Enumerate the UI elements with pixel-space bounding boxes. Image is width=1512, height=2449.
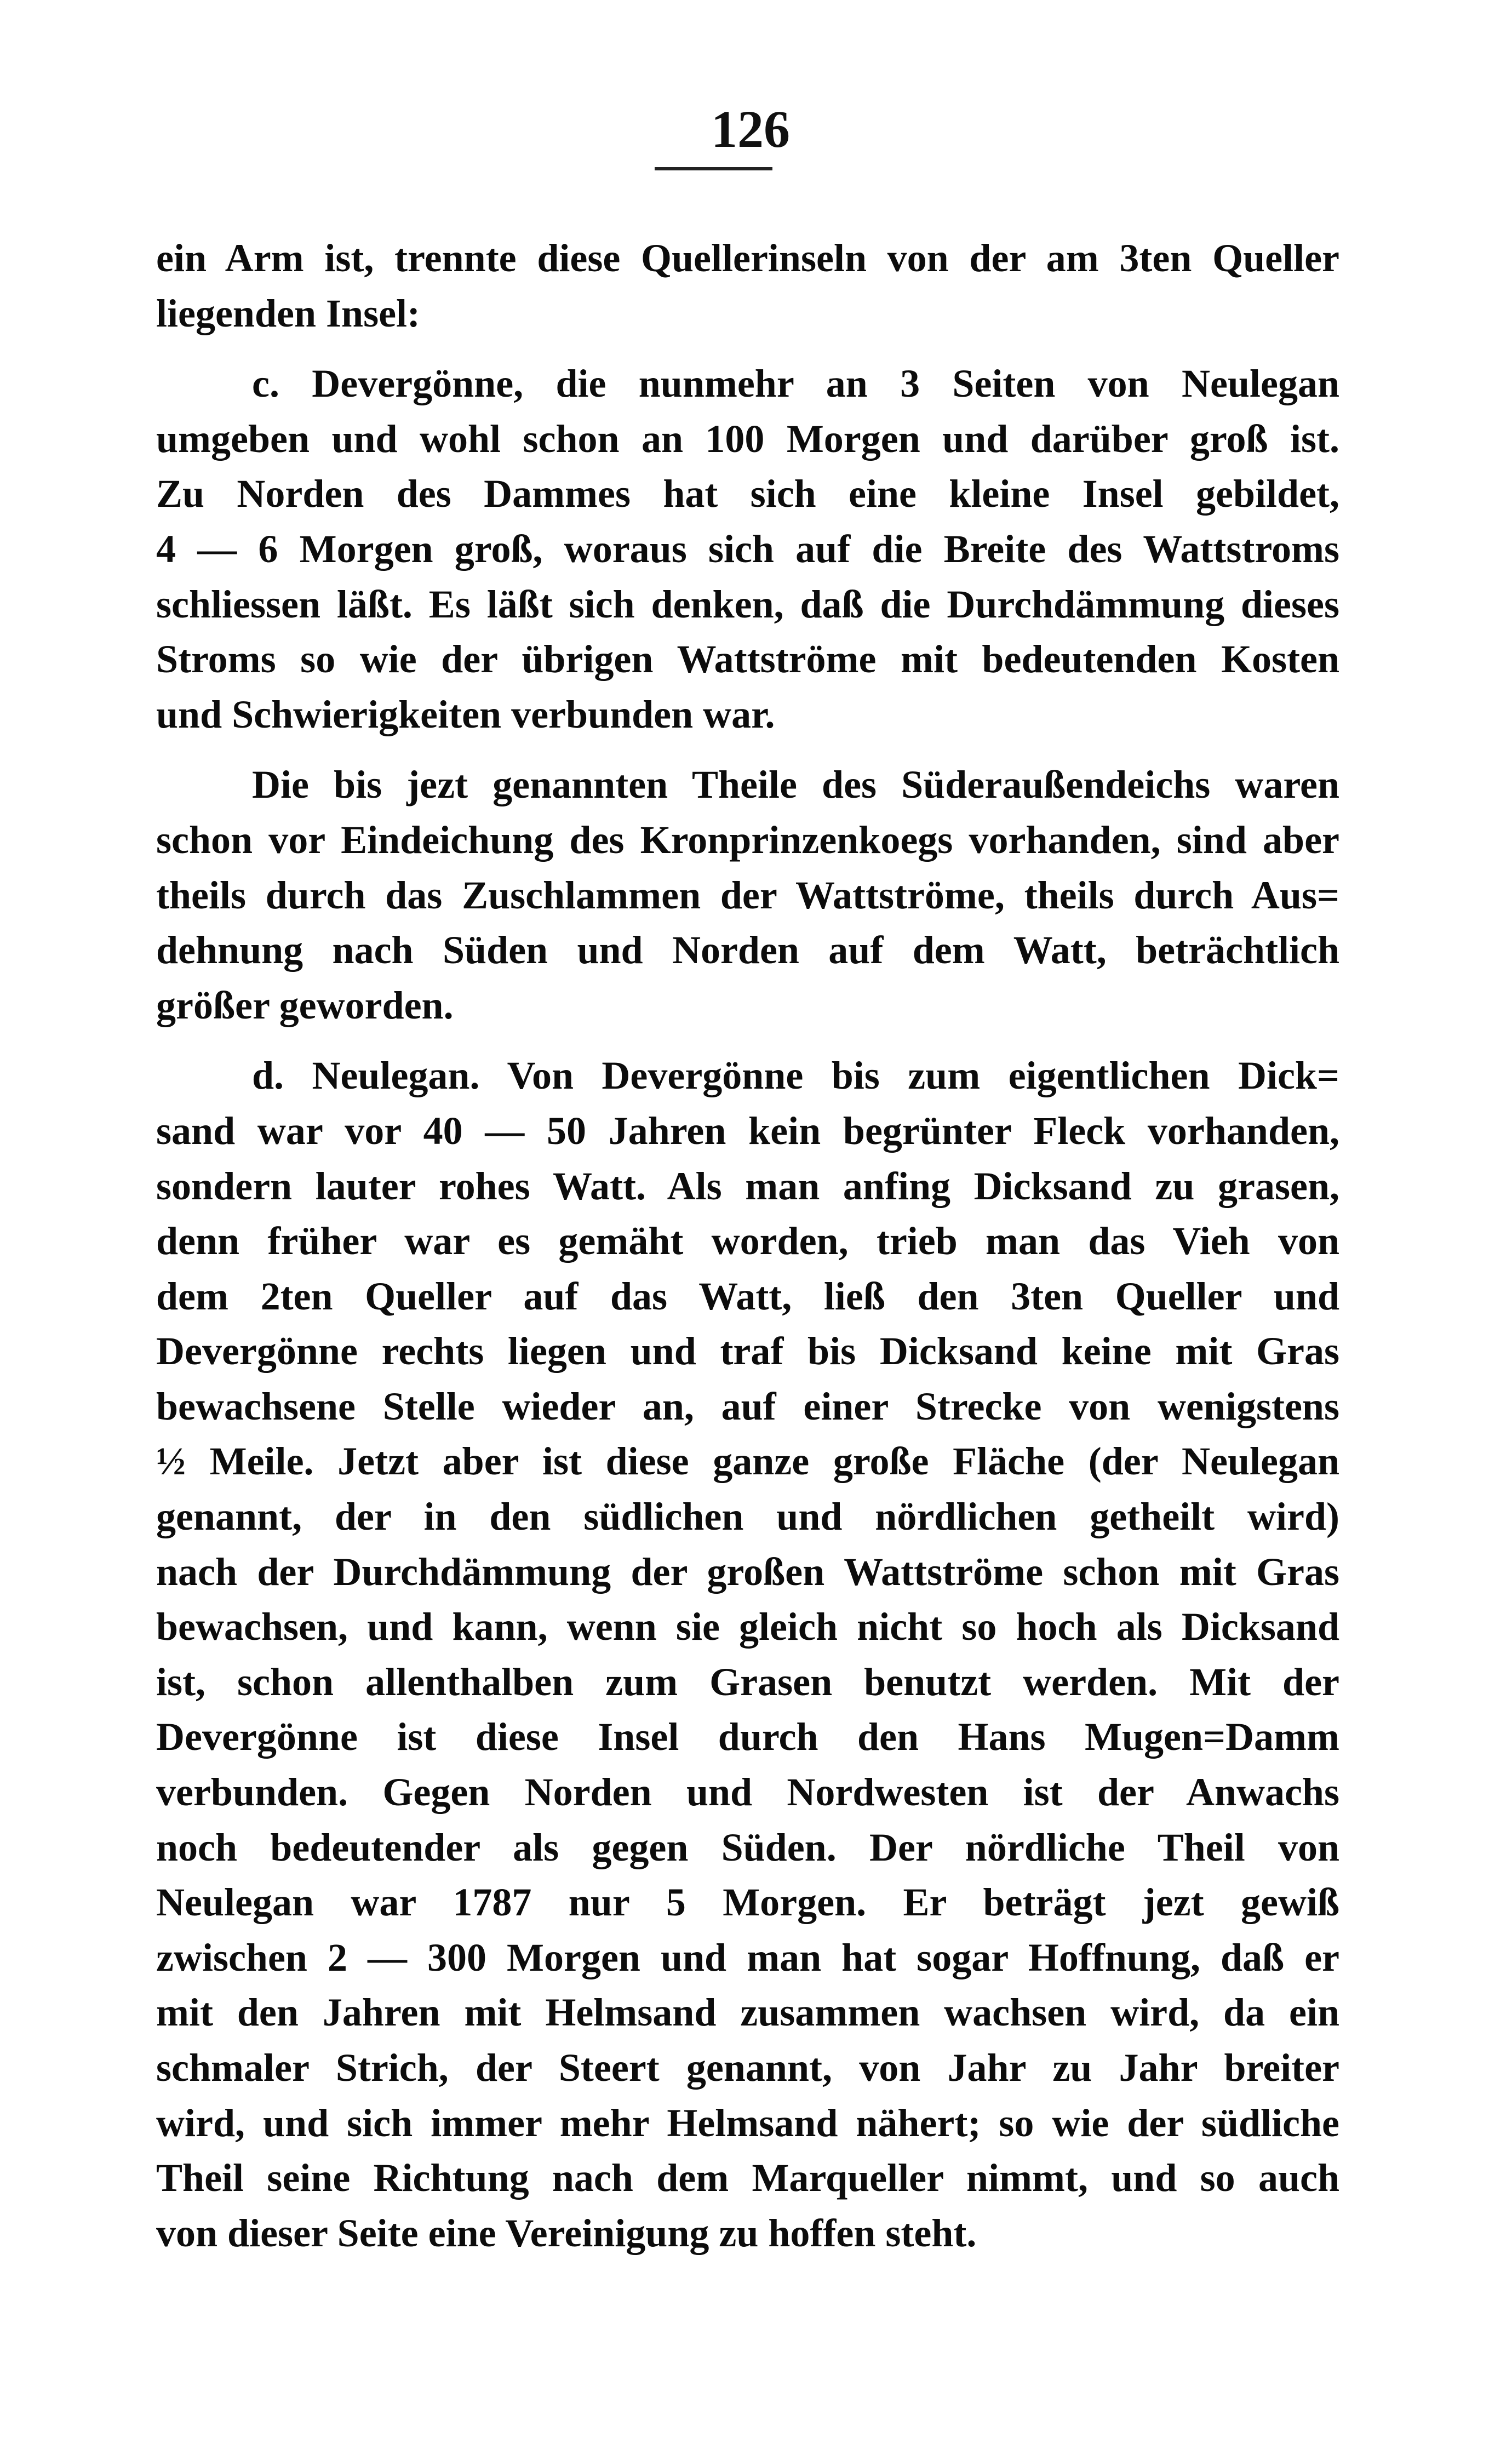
text-line: Theil seine Richtung nach dem Marqueller nimmt, und so auch bbox=[156, 2156, 1339, 2200]
text-line: ist, schon allenthalben zum Grasen benutzt werden. Mit der bbox=[156, 1660, 1339, 1704]
text-line: 4 — 6 Morgen groß, woraus sich auf die Breite des Wattstroms bbox=[156, 527, 1339, 571]
text-line: zwischen 2 — 300 Morgen und man hat sogar Hoffnung, daß er bbox=[156, 1935, 1339, 1979]
text-line: dehnung nach Süden und Norden auf dem Watt, beträchtlich bbox=[156, 928, 1339, 972]
text-line: d. Neulegan. Von Devergönne bis zum eigentlichen Dick= bbox=[252, 1054, 1339, 1098]
text-line: denn früher war es gemäht worden, trieb man das Vieh von bbox=[156, 1219, 1339, 1263]
text-line: c. Devergönne, die nunmehr an 3 Seiten von Neulegan bbox=[252, 362, 1339, 406]
text-line: dem 2ten Queller auf das Watt, ließ den 3ten Queller und bbox=[156, 1274, 1339, 1318]
text-line: nach der Durchdämmung der großen Wattströme schon mit Gras bbox=[156, 1549, 1339, 1594]
text-line: schmaler Strich, der Steert genannt, von Jahr zu Jahr breiter bbox=[156, 2046, 1339, 2090]
text-line: ein Arm ist, trennte diese Quellerinseln von der am 3ten Queller bbox=[156, 236, 1339, 280]
text-line: liegenden Insel: bbox=[156, 291, 421, 335]
text-line: Devergönne ist diese Insel durch den Hans Mugen=Damm bbox=[156, 1715, 1339, 1759]
text-line: theils durch das Zuschlammen der Wattströme, theils durch Aus= bbox=[156, 873, 1339, 917]
text-line: größer geworden. bbox=[156, 983, 454, 1027]
text-line: schliessen läßt. Es läßt sich denken, daß die Durchdämmung dieses bbox=[156, 582, 1339, 626]
body-text bbox=[156, 231, 1339, 2261]
text-line: umgeben und wohl schon an 100 Morgen und darüber groß ist. bbox=[156, 416, 1339, 461]
paragraph bbox=[156, 757, 1339, 1033]
paragraph bbox=[156, 1048, 1339, 2261]
text-line: noch bedeutender als gegen Süden. Der nördliche Theil von bbox=[156, 1825, 1339, 1869]
text-line: und Schwierigkeiten verbunden war. bbox=[156, 692, 775, 736]
text-line: mit den Jahren mit Helmsand zusammen wachsen wird, da ein bbox=[156, 1990, 1339, 2035]
paragraph bbox=[156, 356, 1339, 742]
text-line: verbunden. Gegen Norden und Nordwesten ist der Anwachs bbox=[156, 1770, 1339, 1815]
text-line: sand war vor 40 — 50 Jahren kein begrünter Fleck vorhanden, bbox=[156, 1108, 1339, 1153]
text-line: Devergönne rechts liegen und traf bis Dicksand keine mit Gras bbox=[156, 1329, 1339, 1374]
text-line: ½ Meile. Jetzt aber ist diese ganze große Fläche (der Neulegan bbox=[156, 1439, 1339, 1484]
text-line: von dieser Seite eine Vereinigung zu hoffen steht. bbox=[156, 2211, 977, 2255]
text-line: bewachsene Stelle wieder an, auf einer Strecke von wenigstens bbox=[156, 1384, 1339, 1428]
text-line: Zu Norden des Dammes hat sich eine kleine Insel gebildet, bbox=[156, 472, 1339, 516]
page-number: 126 bbox=[711, 100, 790, 158]
text-line: wird, und sich immer mehr Helmsand nähert; so wie der südliche bbox=[156, 2101, 1339, 2145]
text-line: genannt, der in den südlichen und nördlichen getheilt wird) bbox=[156, 1495, 1339, 1539]
text-line: schon vor Eindeichung des Kronprinzenkoegs vorhanden, sind aber bbox=[156, 817, 1339, 862]
header-rule bbox=[655, 167, 772, 170]
text-line: Neulegan war 1787 nur 5 Morgen. Er beträgt jezt gewiß bbox=[156, 1880, 1339, 1925]
text-line: Die bis jezt genannten Theile des Süderaußendeichs waren bbox=[252, 763, 1339, 807]
paragraph bbox=[156, 231, 1339, 341]
text-line: sondern lauter rohes Watt. Als man anfing Dicksand zu grasen, bbox=[156, 1164, 1339, 1208]
text-line: Stroms so wie der übrigen Wattströme mit bedeutenden Kosten bbox=[156, 637, 1339, 682]
text-line: bewachsen, und kann, wenn sie gleich nicht so hoch als Dicksand bbox=[156, 1605, 1339, 1649]
